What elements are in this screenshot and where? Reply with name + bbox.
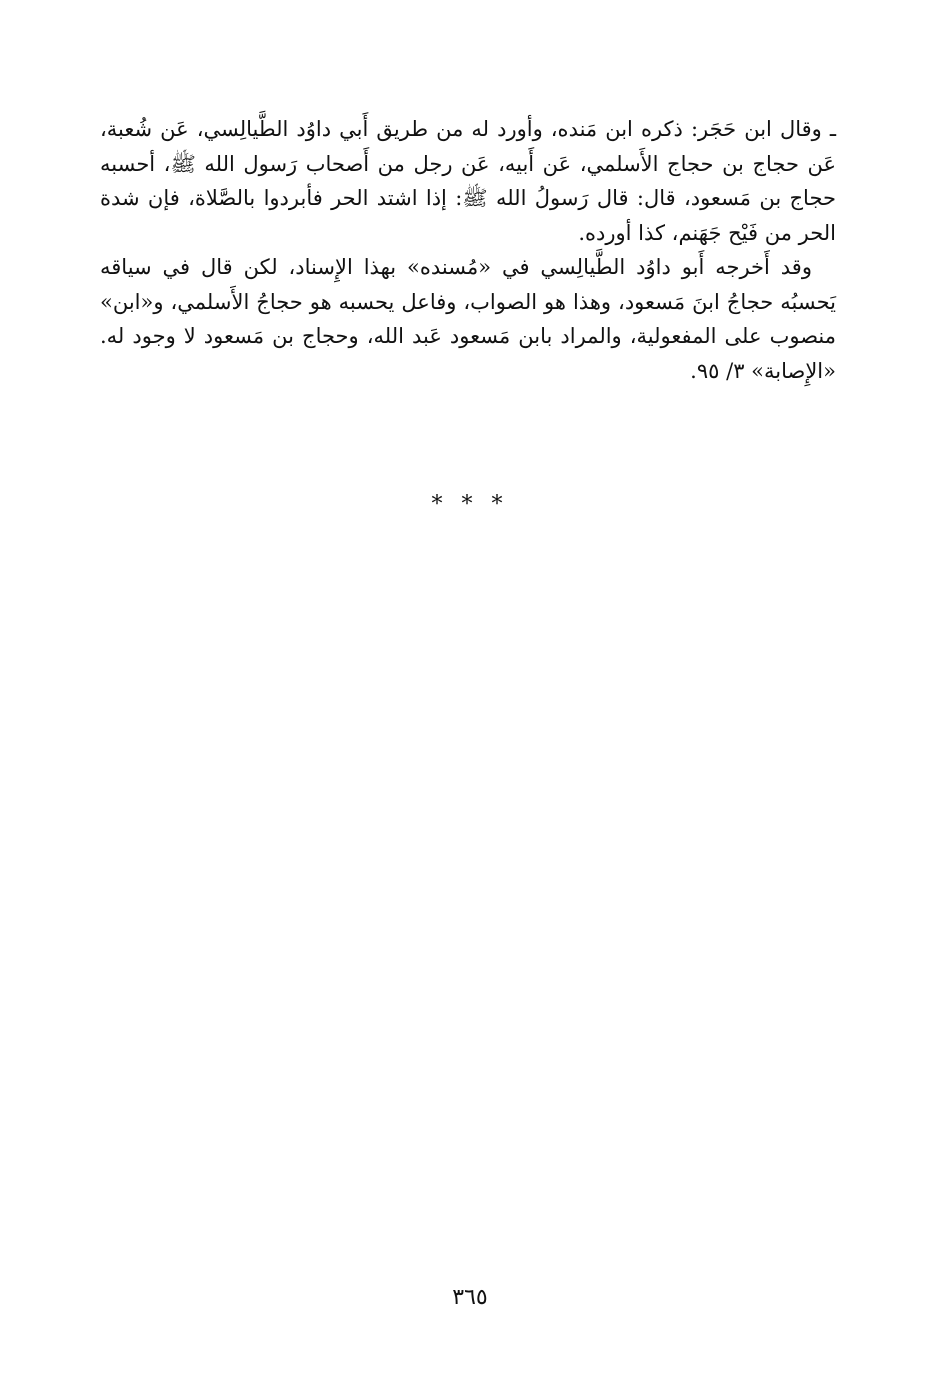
paragraph-ibn-hajar-quote: ـ وقال ابن حَجَر: ذكره ابن مَنده، وأورد له من طريق أَبي داوُد الطَّيالِسي، عَن شُعبة، عَن حجاج بن حجاج الأَسلمي، عَن أَبيه، عَن رجل من أَصحاب رَسول الله ﷺ، أحسبه حجاج بن مَسعود، قال: قال رَسولُ الله ﷺ: إذا اشتد الحر فأبردوا بالصَّلاة، فإن شدة الحر من فَيْح جَهَنم، كذا أورده. xyxy=(100,117,836,245)
page-number: ٣٦٥ xyxy=(452,1285,488,1310)
body-text xyxy=(100,112,836,388)
section-separator: * * * xyxy=(431,492,509,517)
paragraph-tayalisi-note: وقد أَخرجه أَبو داوُد الطَّيالِسي في «مُسنده» بهذا الإِسناد، لكن قال في سياقه يَحسبُه حجاجُ ابنَ مَسعود، وهذا هو الصواب، وفاعل يحسبه هو حجاجُ الأَسلمي، و«ابن» منصوب على المفعولية، والمراد بابن مَسعود عَبد الله، وحجاج بن مَسعود لا وجود له. «الإِصابة» ٣/ ٩٥. xyxy=(100,255,836,383)
